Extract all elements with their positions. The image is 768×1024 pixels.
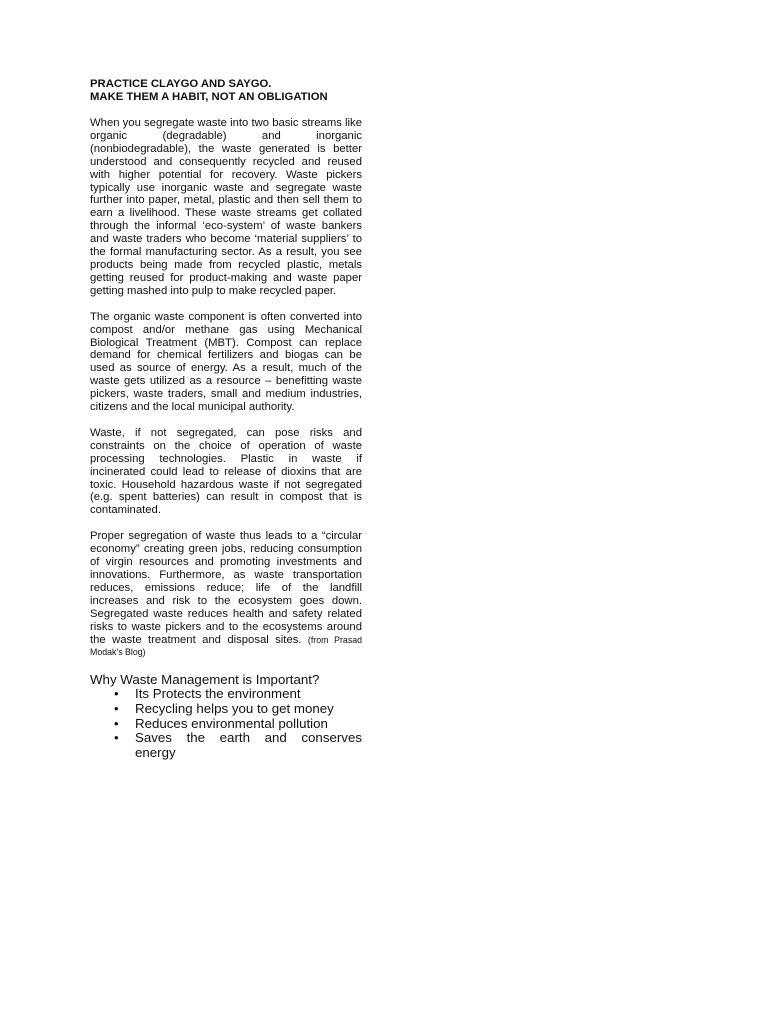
document-heading	[90, 78, 362, 104]
bullet-icon: •	[114, 715, 119, 731]
bullet-icon: •	[114, 700, 119, 716]
reason-item	[90, 717, 362, 732]
reason-text: Its Protects the environment	[135, 686, 301, 702]
reason-text-line-2: energy	[135, 744, 176, 760]
bullet-icon: •	[114, 686, 119, 702]
bullet-icon: •	[114, 730, 119, 746]
heading-spacer	[90, 104, 362, 117]
paragraph-risks: Waste, if not segregated, can pose risks and constraints on the choice of operation of waste processing technologies. Plastic in waste if incinerated could lead to release of dioxins that are toxic. Household hazardous waste if not segregated (e.g. spent batteries) can result in compost that is contaminated.	[90, 426, 362, 517]
reason-text: Recycling helps you to get money	[135, 700, 334, 716]
reason-item	[90, 731, 362, 760]
heading-line-2: MAKE THEM A HABIT, NOT AN OBLIGATION	[90, 91, 328, 103]
reasons-list	[90, 687, 362, 760]
source-note: (from Prasad Modak’s Blog)	[90, 634, 363, 658]
reason-text-line-1: Saves the earth and conserves	[135, 730, 362, 746]
paragraph-circular-economy-text: Proper segregation of waste thus leads to a “circular economy” creating green jobs, reducing consumption of virgin resources and promoting investments and innovations. Furthermore, as waste transportation reduces, emissions reduce; life of the landfill increases and risk to the ecosystem goes down. Segregated waste reduces health and safety related risks to waste pickers and to the ecosystems around the waste treatment and disposal sites.	[90, 530, 362, 646]
paragraph-segregation: When you segregate waste into two basic streams like organic (degradable) and inorganic (nonbiodegradable), the waste generated is better understood and consequently recycled and reused with higher potential for recovery. Waste pickers typically use inorganic waste and segregate waste further into paper, metal, plastic and then sell them to earn a livelihood. These waste streams get collated through the informal ‘eco-system’ of waste bankers and waste traders who become ‘material suppliers’ to the formal manufacturing sector. As a result, you see products being made from recycled plastic, metals getting reused for product-making and waste paper getting mashed into pulp to make recycled paper.	[90, 117, 362, 297]
reason-text: Reduces environmental pollution	[135, 715, 328, 731]
paragraph-organic-waste: The organic waste component is often converted into compost and/or methane gas using Mechanical Biological Treatment (MBT). Compost can replace demand for chemical fertilizers and biogas can be used as source of energy. As a result, much of the waste gets utilized as a resource – benefitting waste pickers, waste traders, small and medium industries, citizens and the local municipal authority.	[90, 310, 362, 414]
paragraph-circular-economy	[90, 530, 362, 659]
why-heading: Why Waste Management is Important?	[90, 672, 320, 688]
document-page	[90, 78, 362, 760]
reason-item	[90, 702, 362, 717]
heading-line-1: PRACTICE CLAYGO AND SAYGO.	[90, 78, 272, 90]
reason-item	[90, 687, 362, 702]
